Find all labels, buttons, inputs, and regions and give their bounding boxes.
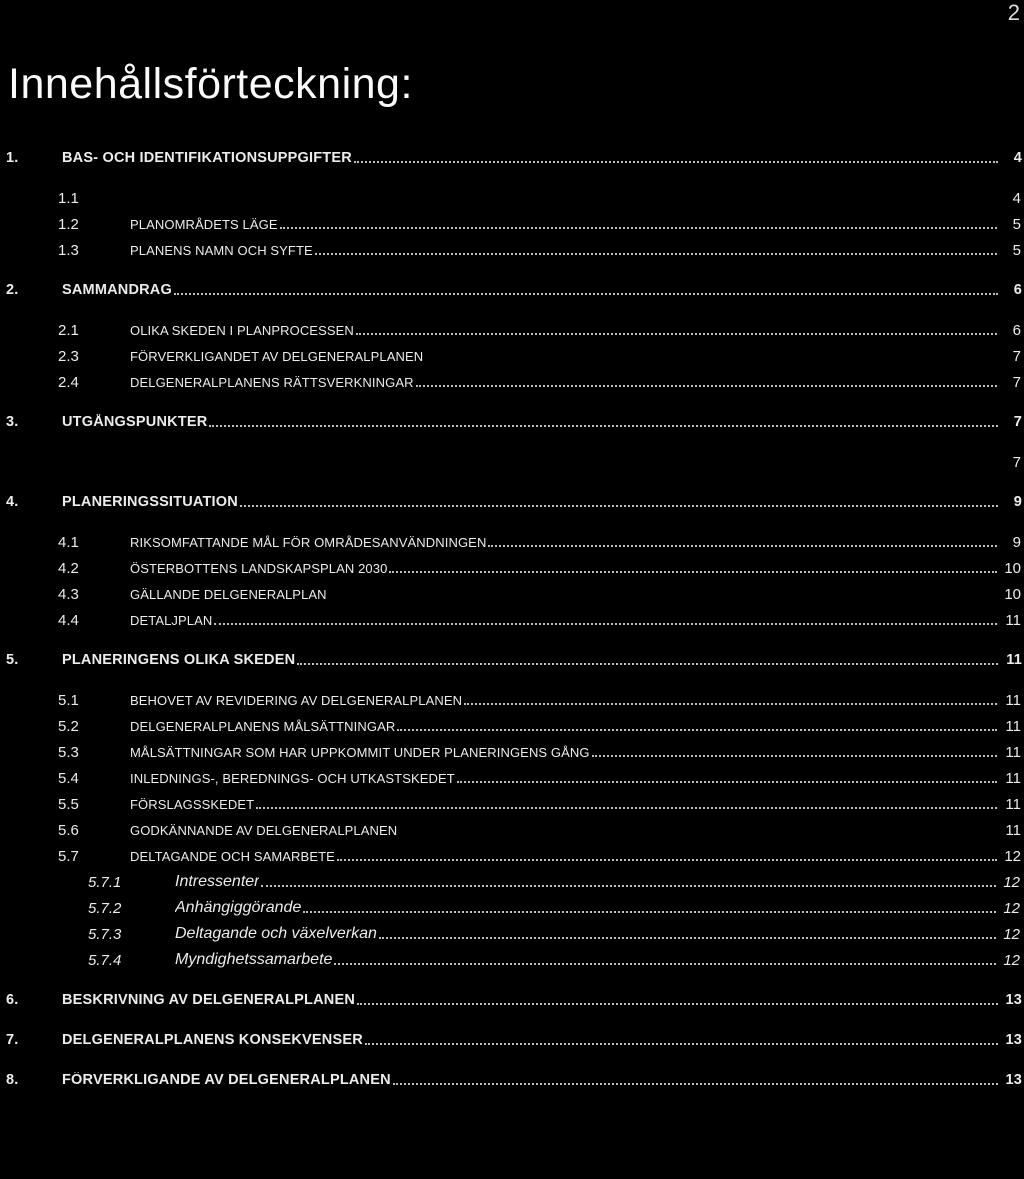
toc-entry-title: DELGENERALPLANENS KONSEKVENSER <box>62 1032 363 1048</box>
toc-entry[interactable] <box>0 714 1024 738</box>
dot-leader <box>334 955 996 965</box>
toc-entry-title: PLANERINGENS OLIKA SKEDEN <box>62 652 296 668</box>
toc-entry[interactable] <box>0 818 1024 842</box>
toc-entry-title: Deltagande och växelverkan <box>175 925 377 942</box>
toc-entry-number: 5.2 <box>58 717 79 735</box>
toc-entry-page: 13 <box>1005 1072 1022 1088</box>
toc-entry-title: INLEDNINGS-, BEREDNINGS- OCH UTKASTSKEDET <box>130 770 455 786</box>
toc-entry-number: 2. <box>6 282 19 298</box>
toc-entry[interactable] <box>0 370 1024 394</box>
toc-entry-page: 11 <box>1005 769 1021 787</box>
toc-entry[interactable] <box>0 212 1024 236</box>
toc-entry-number: 5.4 <box>58 769 79 787</box>
toc-entry-number: 5.1 <box>58 691 79 709</box>
toc-entry-page: 7 <box>1012 453 1021 471</box>
toc-entry[interactable] <box>0 318 1024 342</box>
toc-entry-number: 5.6 <box>58 821 79 839</box>
toc-entry-number: 2.3 <box>58 347 79 365</box>
toc-entry-page: 5 <box>1012 241 1021 259</box>
toc-entry-title: Intressenter <box>175 873 260 890</box>
toc-entry-title: RIKSOMFATTANDE MÅL FÖR OMRÅDESANVÄNDNINGEN <box>130 534 487 550</box>
dot-leader <box>357 995 998 1005</box>
toc-entry-number: 5.7 <box>58 847 79 865</box>
toc-entry[interactable] <box>0 186 1024 210</box>
toc-entry-title: UTGÅNGSPUNKTER <box>62 414 208 430</box>
toc-entry-page: 11 <box>1005 717 1021 735</box>
toc-entry-page: 11 <box>1005 691 1021 709</box>
toc-entry[interactable] <box>0 146 1024 170</box>
toc-entry-page: 6 <box>1013 282 1022 298</box>
toc-entry-title: Myndighetssamarbete <box>175 951 333 968</box>
toc-entry-number: 1.3 <box>58 241 79 259</box>
page-number: 2 <box>1007 0 1020 25</box>
toc-entry[interactable] <box>0 844 1024 868</box>
toc-entry[interactable] <box>0 410 1024 434</box>
toc-entry[interactable] <box>0 1028 1024 1052</box>
toc-entry-number: 5.7.3 <box>88 925 122 943</box>
toc-entry[interactable] <box>0 792 1024 816</box>
toc-entry[interactable] <box>0 490 1024 514</box>
toc-entry[interactable] <box>0 948 1024 972</box>
toc-entry-number: 6. <box>6 992 19 1008</box>
toc-entry-page: 7 <box>1012 347 1021 365</box>
dot-leader <box>240 497 998 507</box>
toc-entry[interactable] <box>0 278 1024 302</box>
toc-entry-page: 4 <box>1012 189 1021 207</box>
toc-entry-number: 5.5 <box>58 795 79 813</box>
toc-entry[interactable] <box>0 688 1024 712</box>
toc-entry-number: 5.7.2 <box>88 899 122 917</box>
toc-entry-title: GODKÄNNANDE AV DELGENERALPLANEN <box>130 822 398 838</box>
dot-leader <box>337 851 997 861</box>
toc-entry-title: BEHOVET AV REVIDERING AV DELGENERALPLANEN <box>130 692 463 708</box>
toc-entry-page: 12 <box>1004 847 1021 865</box>
toc-entry-title: ÖSTERBOTTENS LANDSKAPSPLAN 2030 <box>130 560 388 576</box>
toc-entry[interactable] <box>0 870 1024 894</box>
toc-entry[interactable] <box>0 648 1024 672</box>
toc-entry-title: FÖRVERKLIGANDET AV DELGENERALPLANEN <box>130 348 424 364</box>
dot-leader <box>214 615 997 625</box>
toc-entry-page: 4 <box>1013 150 1022 166</box>
dot-leader <box>354 153 998 163</box>
toc-entry-page: 5 <box>1012 215 1021 233</box>
dot-leader <box>379 929 996 939</box>
toc-entry-page: 12 <box>1003 873 1020 891</box>
dot-leader <box>389 563 997 573</box>
toc-entry-number: 5.7.4 <box>88 951 122 969</box>
dot-leader <box>261 877 996 887</box>
toc-entry[interactable] <box>0 1068 1024 1092</box>
toc-entry-title: MÅLSÄTTNINGAR SOM HAR UPPKOMMIT UNDER PLANERINGENS GÅNG <box>130 744 590 760</box>
toc-entry-title: PLANOMRÅDETS LÄGE <box>130 216 278 232</box>
toc-entry-number: 1.2 <box>58 215 79 233</box>
toc-entry-page: 13 <box>1005 1032 1022 1048</box>
toc-entry[interactable] <box>0 450 1024 474</box>
toc-entry-number: 3. <box>6 414 19 430</box>
toc-entry-title: Anhängiggörande <box>175 899 302 916</box>
dot-leader <box>365 1035 998 1045</box>
toc-entry-number: 5.7.1 <box>88 873 122 891</box>
dot-leader <box>457 773 997 783</box>
toc-entry-number: 1. <box>6 150 19 166</box>
dot-leader <box>297 655 998 665</box>
toc-title: Innehållsförteckning: <box>8 60 413 108</box>
toc-entry-page: 7 <box>1012 373 1021 391</box>
dot-leader <box>174 285 998 295</box>
dot-leader <box>464 695 997 705</box>
toc-entry-number: 4.1 <box>58 533 79 551</box>
toc-entry-number: 4. <box>6 494 19 510</box>
toc-entry-title: FÖRSLAGSSKEDET <box>130 796 255 812</box>
toc-entry[interactable] <box>0 766 1024 790</box>
toc-entry-title: DELGENERALPLANENS RÄTTSVERKNINGAR <box>130 374 414 390</box>
toc-entry-title: GÄLLANDE DELGENERALPLAN <box>130 586 327 602</box>
toc-entry-page: 9 <box>1013 494 1022 510</box>
dot-leader <box>488 537 997 547</box>
toc-entry[interactable] <box>0 556 1024 580</box>
toc-entry-page: 12 <box>1003 899 1020 917</box>
toc-entry-title: PLANENS NAMN OCH SYFTE <box>130 242 313 258</box>
toc-entry-number: 2.1 <box>58 321 79 339</box>
toc-entry[interactable] <box>0 344 1024 368</box>
toc-entry-title: BESKRIVNING AV DELGENERALPLANEN <box>62 992 355 1008</box>
toc-entry[interactable] <box>0 740 1024 764</box>
dot-leader <box>256 799 997 809</box>
toc-entry-number: 1.1 <box>58 189 79 207</box>
toc-entry-page: 12 <box>1003 925 1020 943</box>
dot-leader <box>393 1075 998 1085</box>
toc-entry-number: 5.3 <box>58 743 79 761</box>
toc-entry-number: 5. <box>6 652 19 668</box>
toc-entry-title: DETALJPLAN <box>130 612 213 628</box>
toc-entry[interactable] <box>0 238 1024 262</box>
toc-entry-page: 13 <box>1005 992 1022 1008</box>
toc-entry[interactable] <box>0 530 1024 554</box>
toc-entry[interactable] <box>0 922 1024 946</box>
toc-entry-page: 11 <box>1006 652 1022 668</box>
toc-entry-page: 11 <box>1005 743 1021 761</box>
toc-entry-title: BAS- OCH IDENTIFIKATIONSUPPGIFTER <box>62 150 352 166</box>
toc-entry-number: 2.4 <box>58 373 79 391</box>
toc-entry-title: DELGENERALPLANENS MÅLSÄTTNINGAR <box>130 718 396 734</box>
dot-leader <box>315 245 997 255</box>
dot-leader <box>356 325 997 335</box>
toc-entry-number: 4.2 <box>58 559 79 577</box>
toc-entry-number: 4.3 <box>58 585 79 603</box>
toc-entry[interactable] <box>0 582 1024 606</box>
toc-entry-page: 6 <box>1012 321 1021 339</box>
toc-entry-page: 7 <box>1013 414 1022 430</box>
toc-entry-page: 11 <box>1005 821 1021 839</box>
dot-leader <box>280 219 997 229</box>
toc-entry[interactable] <box>0 896 1024 920</box>
toc-entry-page: 12 <box>1003 951 1020 969</box>
dot-leader <box>397 721 997 731</box>
toc-entry[interactable] <box>0 608 1024 632</box>
toc-entry-title: SAMMANDRAG <box>62 282 172 298</box>
toc-entry-number: 4.4 <box>58 611 79 629</box>
dot-leader <box>209 417 998 427</box>
toc-entry[interactable] <box>0 988 1024 1012</box>
toc-entry-page: 11 <box>1005 795 1021 813</box>
toc-entry-page: 10 <box>1004 559 1021 577</box>
dot-leader <box>592 747 997 757</box>
dot-leader <box>416 377 997 387</box>
dot-leader <box>303 903 996 913</box>
toc-entry-title: FÖRVERKLIGANDE AV DELGENERALPLANEN <box>62 1072 391 1088</box>
toc-entry-title: DELTAGANDE OCH SAMARBETE <box>130 848 335 864</box>
toc-entry-page: 9 <box>1012 533 1021 551</box>
toc-entry-page: 11 <box>1005 611 1021 629</box>
toc-entry-number: 8. <box>6 1072 19 1088</box>
toc-entry-page: 10 <box>1004 585 1021 603</box>
toc-entry-number: 7. <box>6 1032 19 1048</box>
toc-entry-title: OLIKA SKEDEN I PLANPROCESSEN <box>130 322 354 338</box>
toc-entry-title: PLANERINGSSITUATION <box>62 494 238 510</box>
